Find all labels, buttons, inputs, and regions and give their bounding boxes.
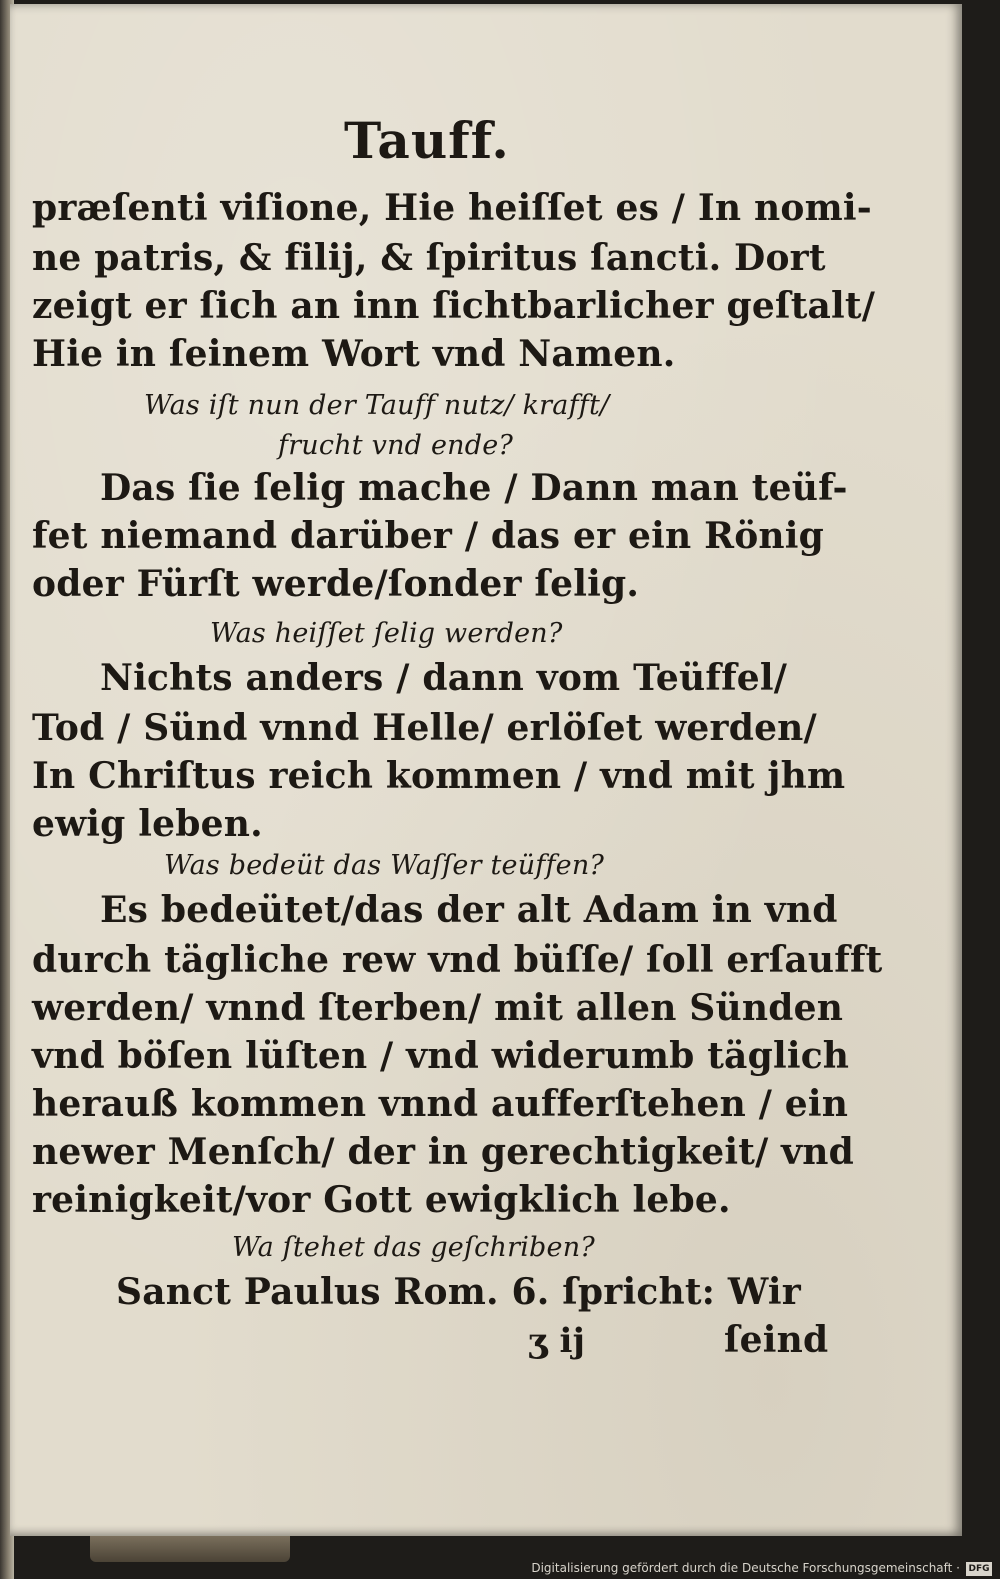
digitization-credit: Digitalisierung gefördert durch die Deutsche Forschungsgemeinschaft · xyxy=(531,1561,960,1575)
text-line: Es bedeütet/das der alt Adam in vnd xyxy=(100,889,838,931)
text-line: herauß kommen vnnd aufferſtehen / ein xyxy=(32,1083,849,1125)
text-line: Hie in ſeinem Wort vnd Namen. xyxy=(32,333,676,375)
question-line: frucht vnd ende? xyxy=(278,430,514,461)
text-line: werden/ vnnd ſterben/ mit allen Sünden xyxy=(32,987,844,1029)
text-line: Das ſie ſelig mache / Dann man teüf- xyxy=(100,467,848,509)
text-line: præſenti viſione, Hie heiſſet es / In nomi- xyxy=(32,187,872,229)
text-line: durch tägliche rew vnd büſſe/ ſoll erſaufft xyxy=(32,939,883,981)
text-line: Nichts anders / dann vom Teüffel/ xyxy=(100,657,788,699)
text-line: newer Menſch/ der in gerechtigkeit/ vnd xyxy=(32,1131,855,1173)
text-line: zeigt er ſich an inn ſichtbarlicher geſtalt/ xyxy=(32,285,876,327)
text-line: ne patris, & filij, & ſpiritus ſancti. Dort xyxy=(32,237,826,279)
question-line: Was bedeüt das Waſſer teüffen? xyxy=(164,850,605,881)
book-page xyxy=(10,4,962,1536)
text-line: Tod / Sünd vnnd Helle/ erlöſet werden/ xyxy=(32,707,817,749)
page-bottom-edge xyxy=(90,1536,290,1562)
text-line: ewig leben. xyxy=(32,803,263,845)
text-line: Sanct Paulus Rom. 6. ſpricht: Wir xyxy=(116,1271,801,1313)
text-line: In Chriſtus reich kommen / vnd mit jhm xyxy=(32,755,846,797)
question-line: Was iſt nun der Tauff nutz/ krafft/ xyxy=(144,390,610,421)
question-line: Wa ſtehet das geſchriben? xyxy=(232,1232,595,1263)
question-line: Was heiſſet ſelig werden? xyxy=(210,618,563,649)
running-head: Tauff. xyxy=(344,111,510,170)
dfg-logo: DFG xyxy=(966,1562,992,1576)
catchword: ſeind xyxy=(724,1319,829,1361)
text-line: reinigkeit/vor Gott ewigklich lebe. xyxy=(32,1179,731,1221)
text-line: vnd böſen lüſten / vnd widerumb täglich xyxy=(32,1035,850,1077)
text-line: oder Fürſt werde/ſonder ſelig. xyxy=(32,563,640,605)
text-line: fet niemand darüber / das er ein Rönig xyxy=(32,515,825,557)
signature-mark: ʒ ij xyxy=(528,1321,586,1361)
